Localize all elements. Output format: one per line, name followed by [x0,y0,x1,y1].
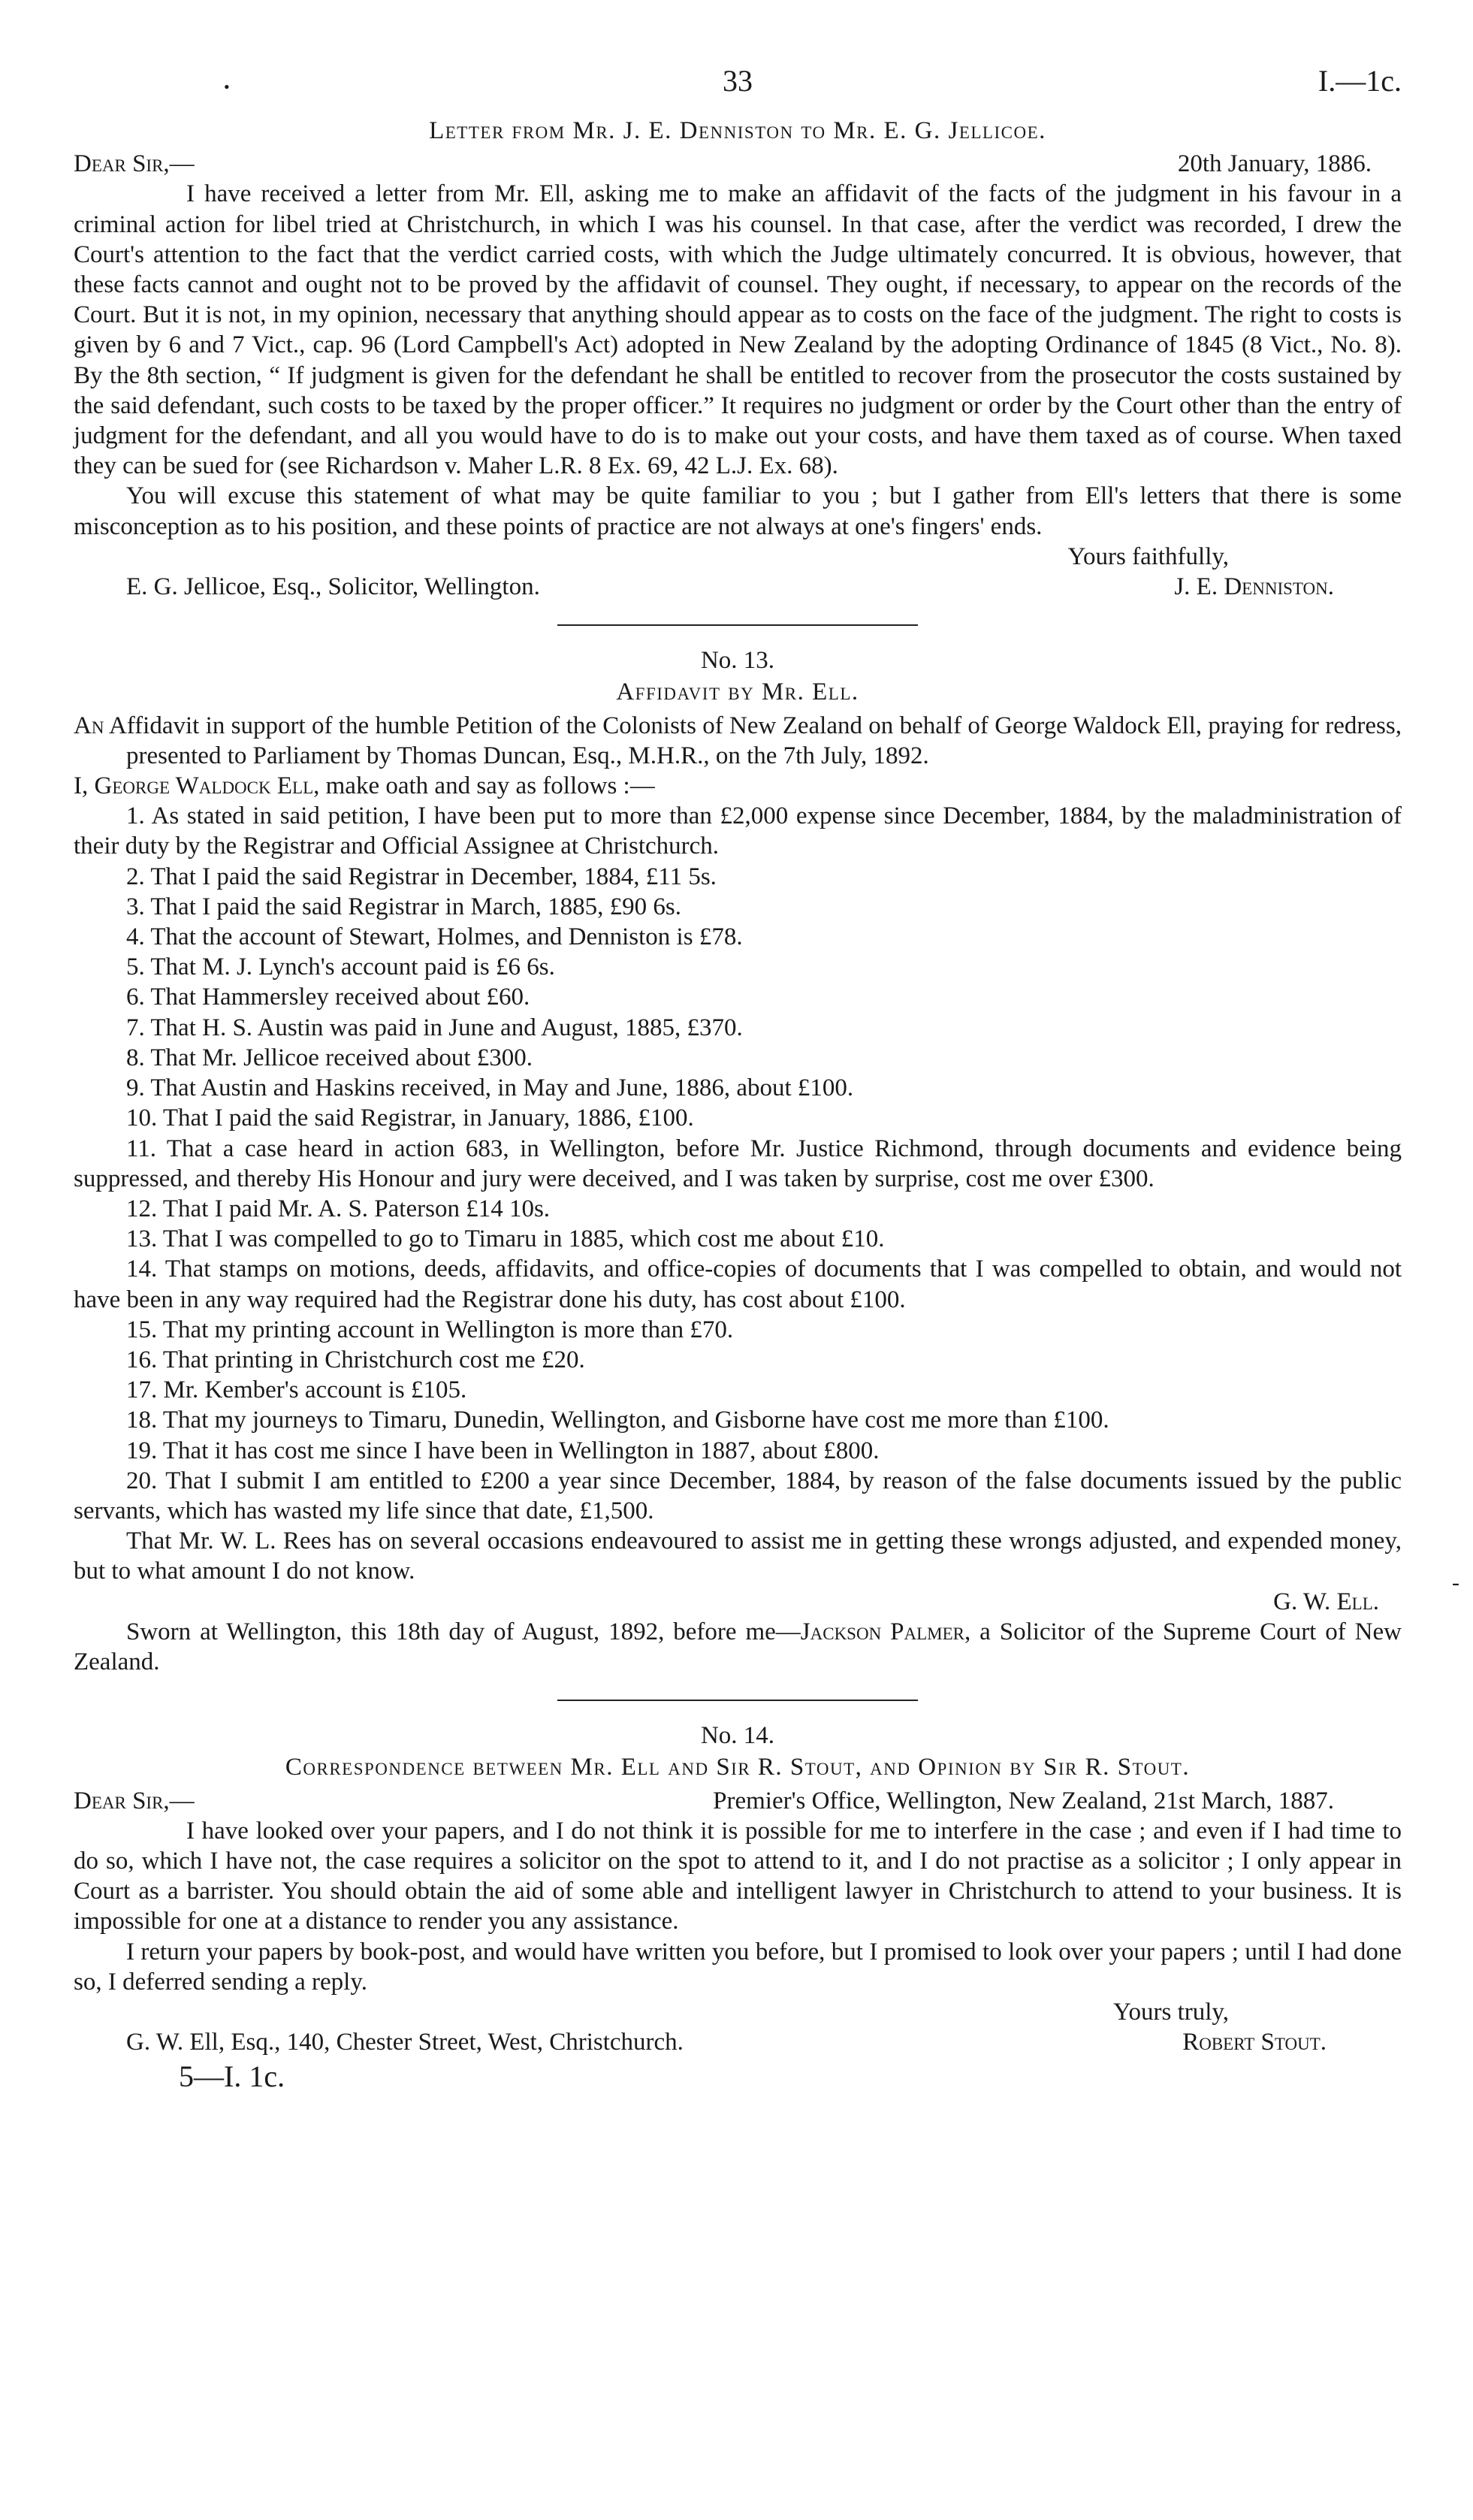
letter-signature: J. E. Denniston. [1174,573,1334,601]
affidavit-item: 13. That I was compelled to go to Timaru in 1885, which cost me about £10. [126,1225,885,1253]
affidavit-items [74,801,1402,1526]
affidavit-item: 16. That printing in Christchurch cost me £20. [126,1346,585,1373]
affidavit-signature: G. W. Ell. [1273,1588,1379,1615]
affidavit-item: 5. That M. J. Lynch's account paid is £6 6s. [126,953,555,981]
sworn-rest: , a Solicitor of the Supreme Court of New Zealand. [74,1618,1402,1675]
stout-paragraph: I return your papers by book-post, and would have written you before, but I promised to look over your papers ; until I had done so, I deferred sending a reply. [74,1938,1402,1996]
affidavit-item: 4. That the account of Stewart, Holmes, and Denniston is £78. [126,923,743,951]
affidavit-item: 15. That my printing account in Wellington is more than £70. [126,1316,734,1343]
affidavit-item: 10. That I paid the said Registrar, in January, 1886, £100. [126,1104,694,1132]
stout-closing: Yours truly, [1112,1998,1229,2026]
oath-lead: I, [74,772,95,800]
affidavit-intro [74,711,1402,771]
section-number: No. 13. [700,647,775,675]
letter-signature-row [74,572,1402,602]
section-heading: Affidavit by Mr. Ell. [616,678,859,706]
affidavit-item: 9. That Austin and Haskins received, in May and June, 1886, about £100. [126,1074,854,1102]
affidavit-item: 8. That Mr. Jellicoe received about £300. [126,1044,533,1071]
stout-salutation-row [74,1786,1402,1816]
letter-heading: Letter from Mr. J. E. Denniston to Mr. E. G. Jellicoe. [429,117,1046,144]
footer-reference: 5—I. 1c. [179,2059,285,2094]
header-dot: • [224,77,230,96]
affidavit-item: 12. That I paid Mr. A. S. Paterson £14 10s. [126,1195,551,1222]
affidavit-item: 2. That I paid the said Registrar in December, 1884, £11 5s. [126,863,717,890]
page-header [74,60,1402,105]
letter-salutation: Dear Sir,— [74,150,195,178]
affidavit-item: 20. That I submit I am entitled to £200 a year since December, 1884, by reason of the false documents issued by the public servants, which has wasted my life since that date, £1,500. [74,1467,1402,1524]
oath-rest: , make oath and say as follows :— [313,772,655,800]
affidavit-item: 18. That my journeys to Timaru, Dunedin, Wellington, and Gisborne have cost me more than £100. [126,1407,1109,1434]
affidavit-item: 3. That I paid the said Registrar in March, 1885, £90 6s. [126,893,682,920]
affidavit-item: 6. That Hammersley received about £60. [126,984,530,1011]
stout-signature-row [74,2027,1402,2057]
affidavit-rees-paragraph: That Mr. W. L. Rees has on several occasions endeavoured to assist me in getting these wrongs adjusted, and expended money, but to what amount I do not know. [74,1527,1402,1585]
affidavit-item: 14. That stamps on motions, deeds, affidavits, and office-copies of documents that I was compelled to obtain, and would not have been in any way required had the Registrar done his duty, has cost about £100. [74,1255,1402,1313]
affidavit-item: 19. That it has cost me since I have been in Wellington in 1887, about £800. [126,1437,880,1464]
letter-paragraph: You will excuse this statement of what may be quite familiar to you ; but I gather from Ell's letters that there is some misconception as to his position, and these points of practice are not always at one's fingers' ends. [74,482,1402,540]
page-reference: I.—1c. [1318,64,1402,98]
stout-addressee: G. W. Ell, Esq., 140, Chester Street, West, Christchurch. [126,2029,684,2056]
sworn-lead: Sworn at Wellington, this 18th day of August, 1892, before me— [126,1618,801,1645]
affidavit-item: 11. That a case heard in action 683, in Wellington, before Mr. Justice Richmond, through documents and evidence being suppressed, and thereby His Honour and jury were deceived, and I was taken by surprise, cost me over £300. [74,1135,1402,1192]
section-heading: Correspondence between Mr. Ell and Sir R. Stout, and Opinion by Sir R. Stout. [285,1754,1191,1781]
margin-mark: - [1452,1570,1459,1595]
stout-signature: Robert Stout. [1182,2029,1327,2056]
page-number: 33 [723,64,753,98]
stout-dateline: Premier's Office, Wellington, New Zealand, 21st March, 1887. [713,1787,1334,1814]
document-page [74,60,1402,2092]
oath-name: George Waldock Ell [94,772,314,800]
letter-paragraph: I have received a letter from Mr. Ell, asking me to make an affidavit of the facts of the judgment in his favour in a criminal action for libel tried at Christchurch, in which I was his counsel. In that case, after the verdict was recorded, I drew the Court's attention to the fact that the verdict carried costs, with which the Judge ultimately concurred. It is obvious, however, that these facts cannot and ought not to be proved by the affidavit of counsel. They ought, if necessary, to appear on the records of the Court. But it is not, in my opinion, necessary that anything should appear as to costs on the face of the judgment. The right to costs is given by 6 and 7 Vict., cap. 96 (Lord Campbell's Act) adopted in New Zealand by the adopting Ordinance of 1845 (8 Vict., No. 8). By the 8th section, “ If judgment is given for the defendant he shall be entitled to recover from the prosecutor the costs sustained by the said defendant, such costs to be taxed by the proper officer.” It requires no judgment or order by the Court other than the entry of judgment for the defendant, and all you would have to do is to make out your costs, and have them taxed as of course. When taxed they can be sued for (see Richardson v. Maher L.R. 8 Ex. 69, 42 L.J. Ex. 68). [74,180,1402,480]
letter-closing: Yours faithfully, [1067,542,1229,570]
section-divider [557,624,918,626]
affidavit-item: 7. That H. S. Austin was paid in June and August, 1885, £370. [126,1014,743,1041]
letter-addressee: E. G. Jellicoe, Esq., Solicitor, Wellington. [126,573,540,601]
letter-salutation-row [74,149,1402,179]
affidavit-intro-lead: An [74,712,104,739]
sworn-name: Jackson Palmer [800,1618,964,1645]
affidavit-intro-text: Affidavit in support of the humble Petition of the Colonists of New Zealand on behalf of George Waldock Ell, praying for redress, presented to Parliament by Thomas Duncan, Esq., M.H.R., on the 7th July, 1892. [104,712,1402,769]
affidavit-sworn [74,1617,1402,1677]
section-number: No. 14. [700,1722,775,1750]
stout-paragraph: I have looked over your papers, and I do not think it is possible for me to interfere in the case ; and even if I had time to do so, which I have not, the case requires a solicitor on the spot to attend to it, and I do not practise as a solicitor ; I only appear in Court as a barrister. You should obtain the aid of some able and intelligent lawyer in Christchurch to attend to your business. It is impossible for one at a distance to render you any assistance. [74,1817,1402,1935]
affidavit-item: 1. As stated in said petition, I have been put to more than £2,000 expense since December, 1884, by the maladministration of their duty by the Registrar and Official Assignee at Christchurch. [74,802,1402,860]
letter-date: 20th January, 1886. [1177,150,1372,178]
affidavit-item: 17. Mr. Kember's account is £105. [126,1376,467,1404]
affidavit-oath [74,771,1402,801]
stout-salutation: Dear Sir,— [74,1787,195,1814]
section-divider [557,1700,918,1701]
